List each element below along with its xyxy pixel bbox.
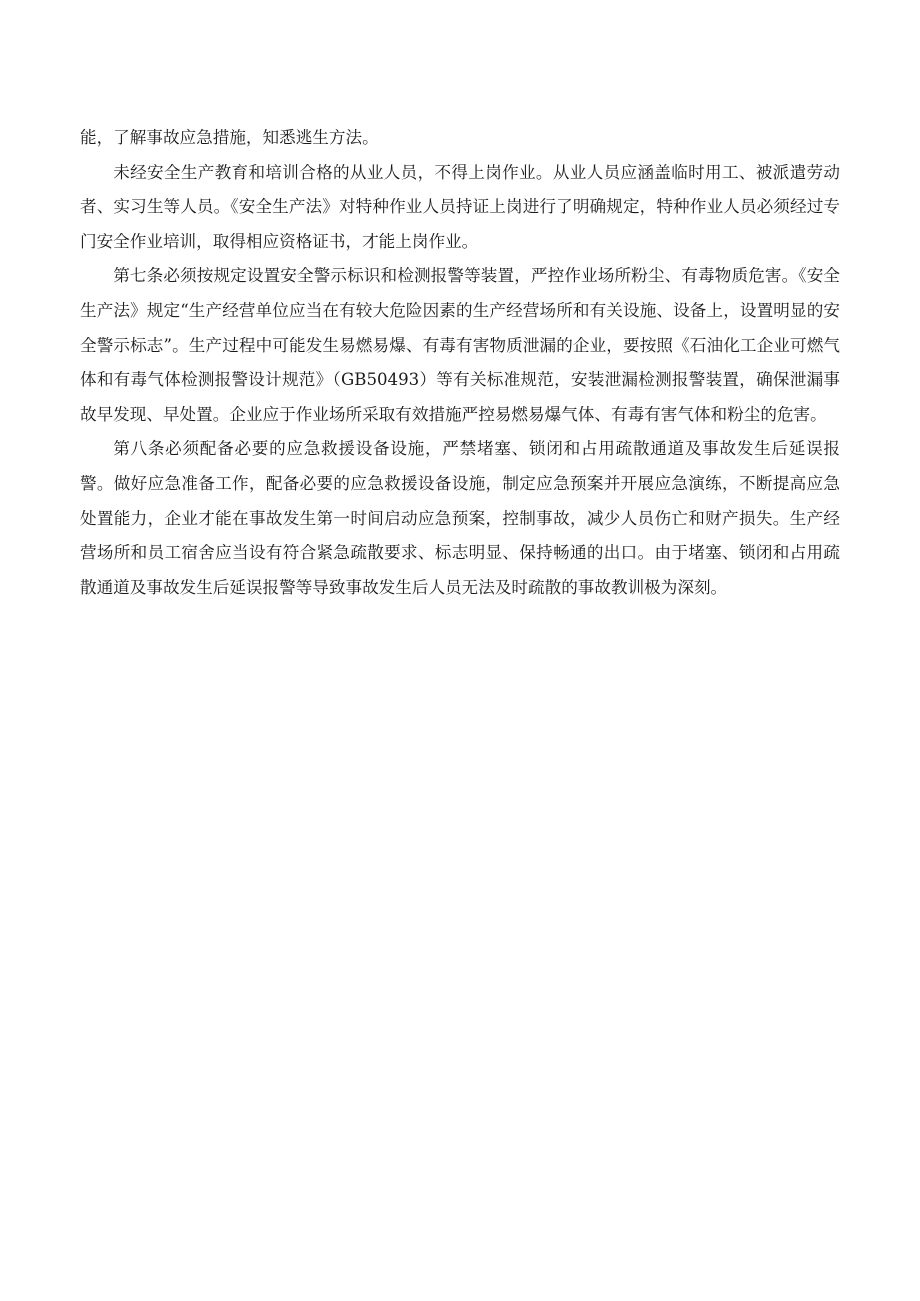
paragraph-training-requirement: 未经安全生产教育和培训合格的从业人员，不得上岗作业。从业人员应涵盖临时用工、被派遣劳动者、实习生等人员。《安全生产法》对特种作业人员持证上岗进行了明确规定，特种作业人员必须经过专门安全作业培训，取得相应资格证书，才能上岗作业。 bbox=[80, 162, 840, 251]
paragraph-article-eight: 第八条必须配备必要的应急救援设备设施，严禁堵塞、锁闭和占用疏散通道及事故发生后延误报警。做好应急准备工作，配备必要的应急救援设备设施，制定应急预案并开展应急演练，不断提高应急处置能力，企业才能在事故发生第一时间启动应急预案，控制事故，减少人员伤亡和财产损失。生产经营场所和员工宿舍应当设有符合紧急疏散要求、标志明显、保持畅通的出口。由于堵塞、锁闭和占用疏散通道及事故发生后延误报警等导致事故发生后人员无法及时疏散的事故教训极为深刻。 bbox=[80, 439, 840, 597]
paragraph-article-seven: 第七条必须按规定设置安全警示标识和检测报警等装置，严控作业场所粉尘、有毒物质危害。《安全生产法》规定“生产经营单位应当在有较大危险因素的生产经营场所和有关设施、设备上，设置明显的安全警示标志”。生产过程中可能发生易燃易爆、有毒有害物质泄漏的企业，要按照《石油化工企业可燃气体和有毒气体检测报警设计规范》（GB50493）等有关标准规范，安装泄漏检测报警装置，确保泄漏事故早发现、早处置。企业应于作业场所采取有效措施严控易燃易爆气体、有毒有害气体和粉尘的危害。 bbox=[80, 266, 840, 424]
paragraph-continuation: 能，了解事故应急措施，知悉逃生方法。 bbox=[80, 128, 379, 147]
document-body bbox=[80, 121, 840, 605]
